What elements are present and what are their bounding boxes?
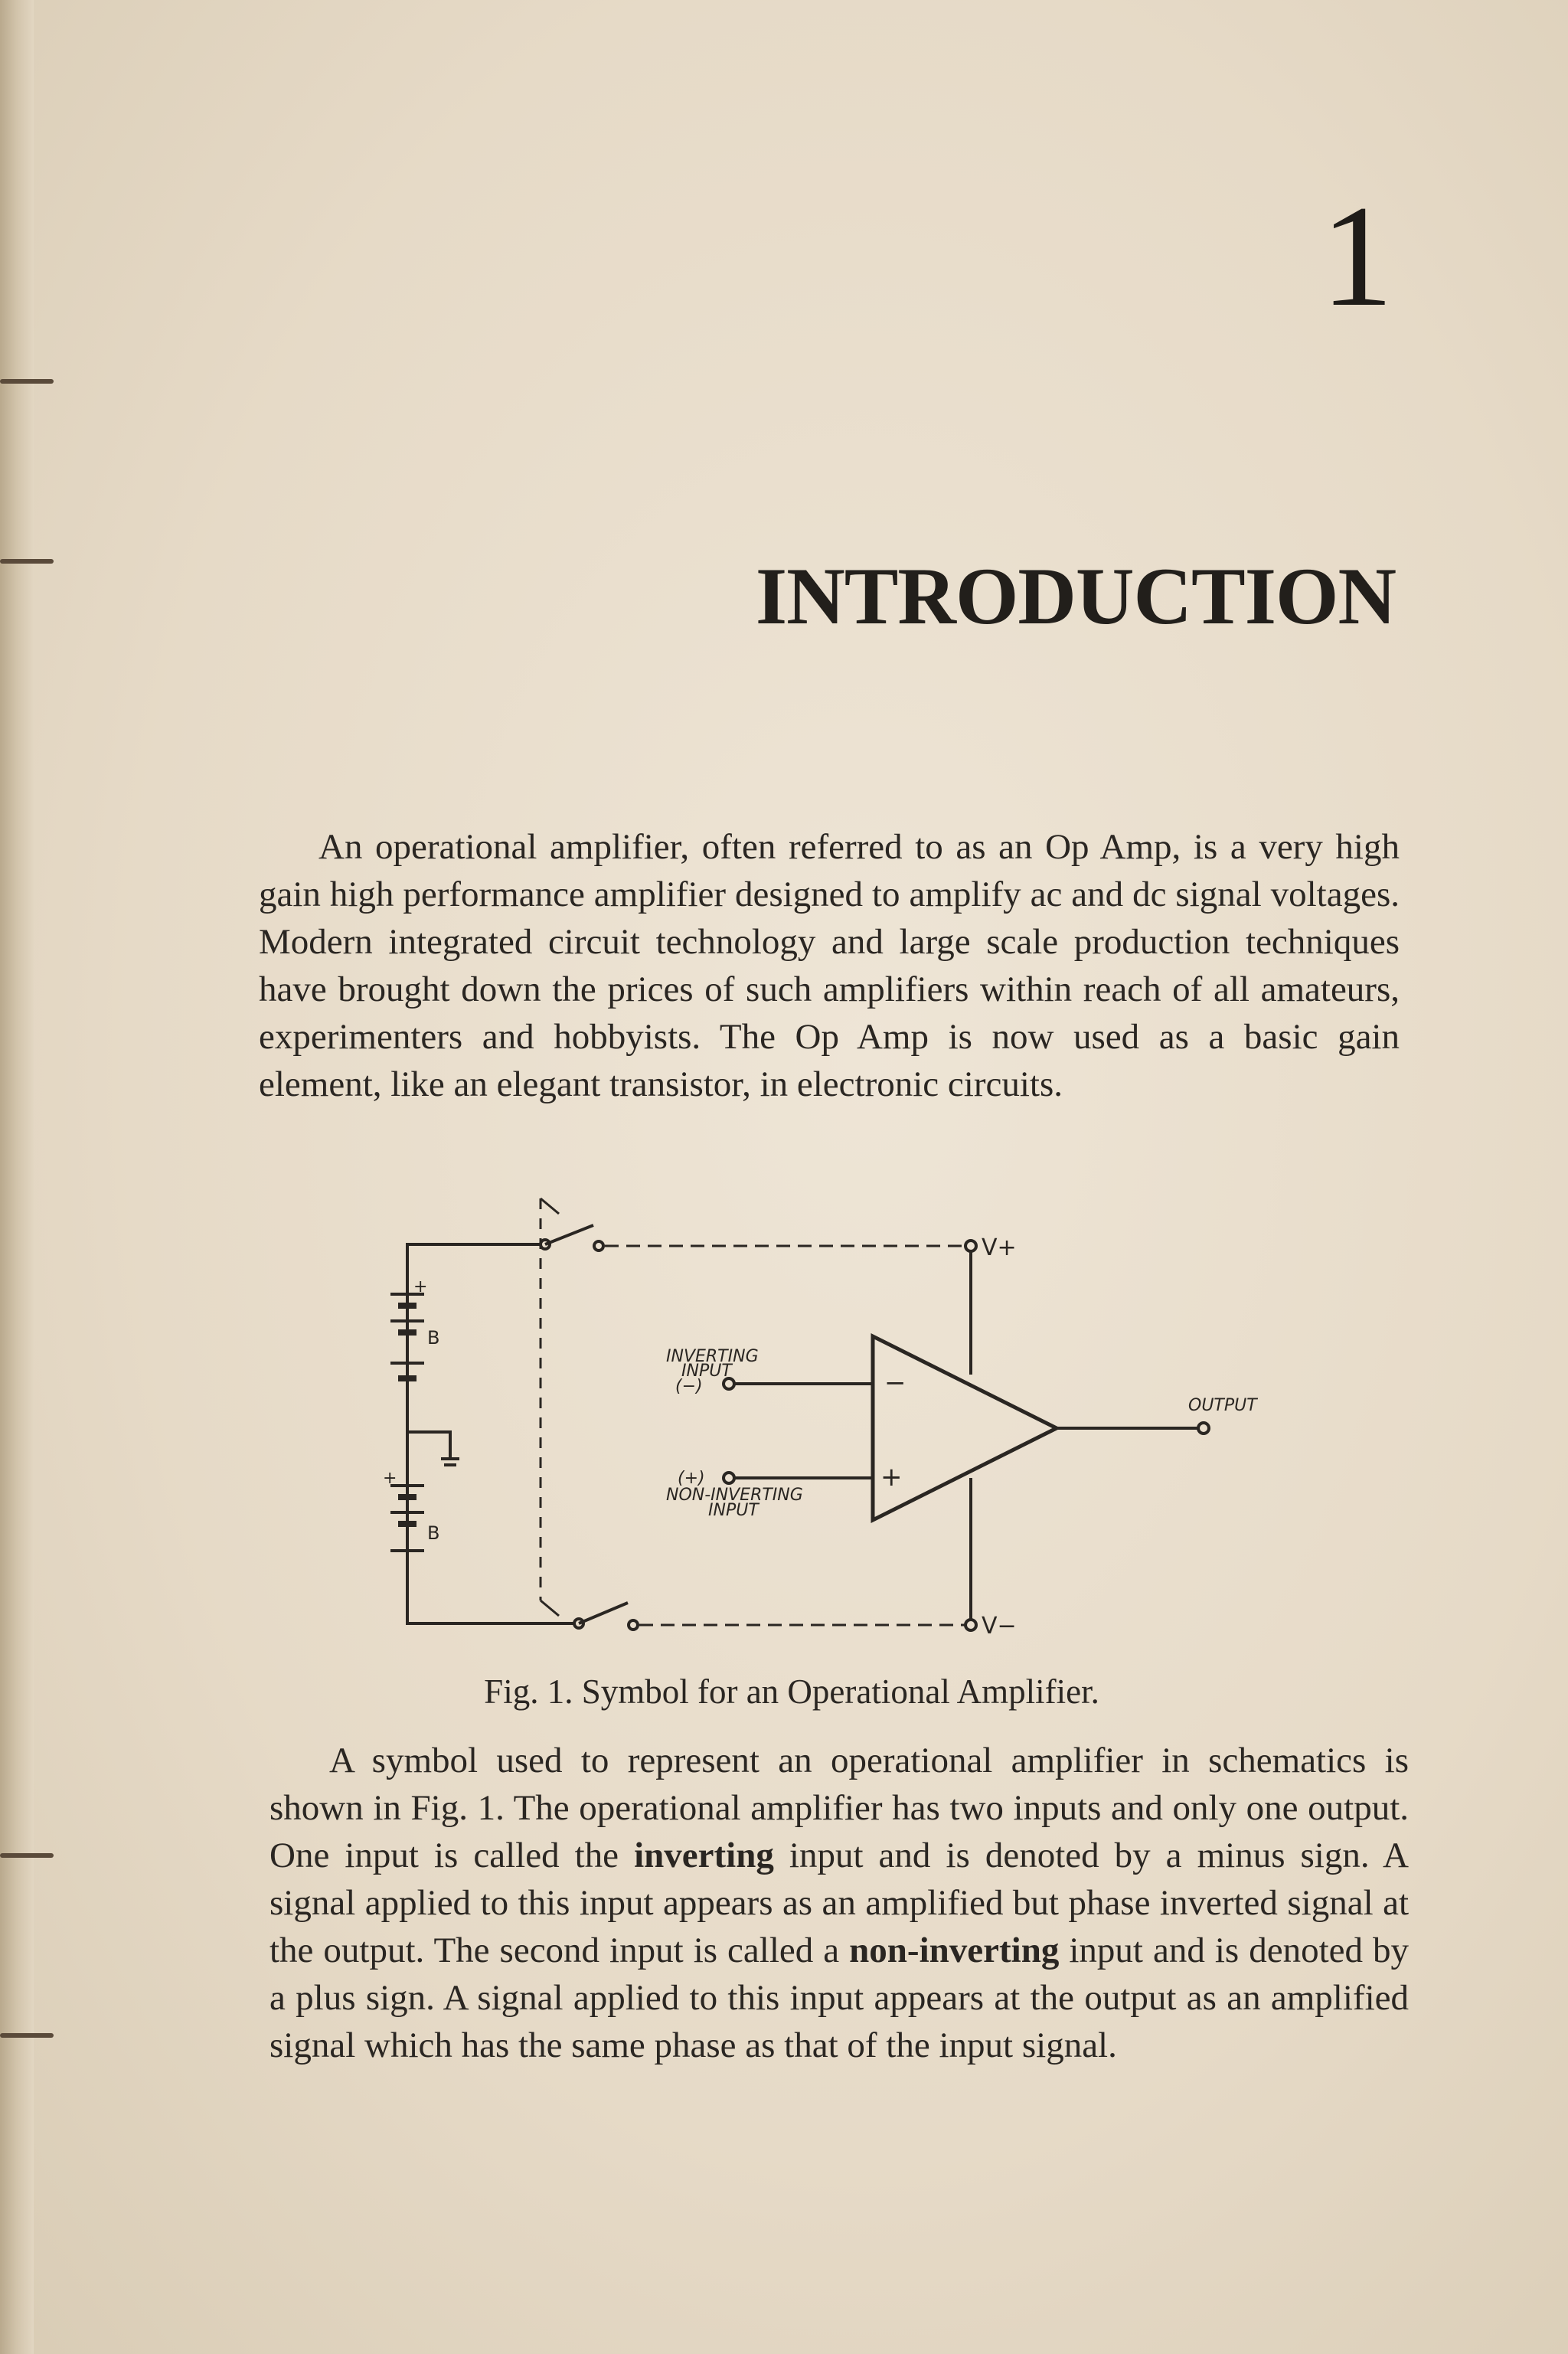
switch-contact (594, 1241, 603, 1251)
vplus-terminal (965, 1241, 976, 1251)
noninverting-label-2: INPUT (708, 1501, 759, 1520)
vminus-terminal (965, 1620, 976, 1630)
gang-link-arrow (541, 1600, 559, 1616)
battery-b1-label: B (427, 1327, 440, 1349)
switch-blade (579, 1603, 628, 1623)
output-label: OUTPUT (1188, 1396, 1257, 1415)
intro-paragraph: An operational amplifier, often referred to as an Op Amp, is a very high gain high performance amplifier designed to amplify ac and dc signal voltages. Modern integrated circuit technology and large scale production techniques have brought down the prices of such amplifiers within reach of all amateurs, experimenters and hobbyists. The Op Amp is now used as a basic gain element, like an elegant transistor, in electronic circuits. (259, 827, 1400, 1104)
chapter-title: INTRODUCTION (755, 551, 1396, 641)
figure-caption: Fig. 1. Symbol for an Operational Amplifier. (484, 1672, 1099, 1711)
bold-term-noninverting: non-inverting (849, 1931, 1060, 1970)
symbol-paragraph (270, 1737, 1409, 2069)
bold-term-inverting: inverting (634, 1836, 774, 1875)
switch-contact (629, 1620, 638, 1630)
noninverting-input-terminal (724, 1473, 734, 1483)
chapter-number: 1 (1321, 176, 1393, 337)
switch-blade (545, 1225, 593, 1244)
noninverting-sign: + (880, 1462, 903, 1493)
inverting-label: INVERTING (666, 1347, 759, 1366)
noninverting-label: NON-INVERTING (666, 1486, 803, 1505)
gang-link-arrow (541, 1198, 559, 1214)
inverting-sign-label: (−) (675, 1377, 703, 1396)
inverting-sign: − (884, 1368, 906, 1398)
battery-plus1-label: + (413, 1277, 428, 1296)
paragraph-text: input and is denoted by a minus sign. A signal applied to this input appears as an amplified but phase inverted signal at the output. The second input is called a (270, 1836, 1410, 1970)
op-amp-schematic (368, 1183, 1325, 1650)
battery-plus2-label: + (383, 1469, 397, 1488)
bottom-rail-wire (407, 1570, 574, 1623)
op-amp-figure (368, 1183, 1325, 1650)
op-amp-triangle (873, 1336, 1057, 1520)
binding-stitch (0, 2033, 54, 2038)
paragraph-text: input and is denoted by a plus sign. A signal applied to this input appears at the output as an amplified signal which has the same phase as that of the input signal. (270, 1931, 1410, 2065)
binding-stitch (0, 379, 54, 384)
output-terminal (1198, 1423, 1209, 1434)
ground-wire (407, 1432, 450, 1459)
inverting-label-2: INPUT (681, 1362, 732, 1381)
vplus-label: V+ (982, 1234, 1017, 1261)
noninverting-sign-label: (+) (678, 1469, 705, 1488)
page-spine (0, 0, 34, 2354)
binding-stitch (0, 1853, 54, 1858)
battery-b2-label: B (427, 1522, 440, 1544)
vminus-label: V− (982, 1613, 1017, 1640)
paragraph-text: A symbol used to represent an operational amplifier in schematics is shown in Fig. 1. The operational amplifier has two inputs and only one output. One input is called the (270, 1741, 1409, 1875)
binding-stitch (0, 559, 54, 564)
